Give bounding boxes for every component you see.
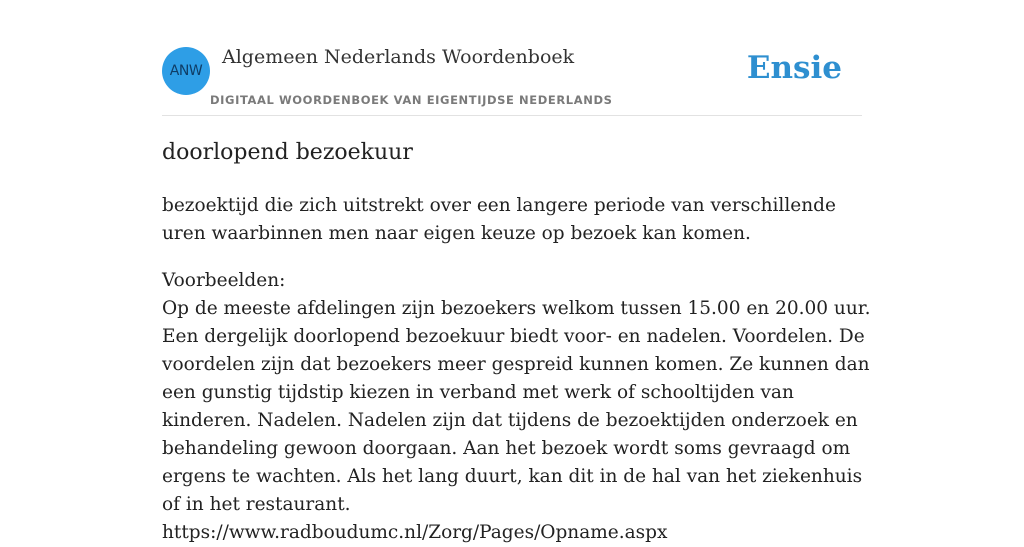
header-divider xyxy=(162,115,862,116)
ensie-brand-logo[interactable]: Ensie xyxy=(746,50,842,86)
examples-label: Voorbeelden: xyxy=(162,270,286,291)
examples-section xyxy=(162,267,872,547)
logo-text: ANW xyxy=(169,63,203,79)
dictionary-subtitle: DIGITAAL WOORDENBOEK VAN EIGENTIJDSE NEDERLANDS xyxy=(210,93,613,107)
entry-headword: doorlopend bezoekuur xyxy=(162,140,413,165)
entry-definition: bezoektijd die zich uitstrekt over een langere periode van verschillende uren waarbinnen men naar eigen keuze op bezoek kan komen. xyxy=(162,195,836,244)
site-header xyxy=(162,46,862,116)
dictionary-title[interactable]: Algemeen Nederlands Woordenboek xyxy=(222,46,575,68)
example-text: Op de meeste afdelingen zijn bezoekers welkom tussen 15.00 en 20.00 uur. Een dergelijk doorlopend bezoekuur biedt voor- en nadelen. Voordelen. De voordelen zijn dat bezoekers meer gespreid kunnen komen. Ze kunnen dan een gunstig tijdstip kiezen in verband met werk of schooltijden van kinderen. Nadelen. Nadelen zijn dat tijdens de bezoektijden onderzoek en behandeling gewoon doorgaan. Aan het bezoek wordt soms gevraagd om ergens te wachten. Als het lang duurt, kan dit in de hal van het ziekenhuis of in het restaurant. xyxy=(162,298,871,515)
example-source-link[interactable]: https://www.radboudumc.nl/Zorg/Pages/Opname.aspx xyxy=(162,522,668,543)
anw-logo[interactable] xyxy=(162,47,210,95)
